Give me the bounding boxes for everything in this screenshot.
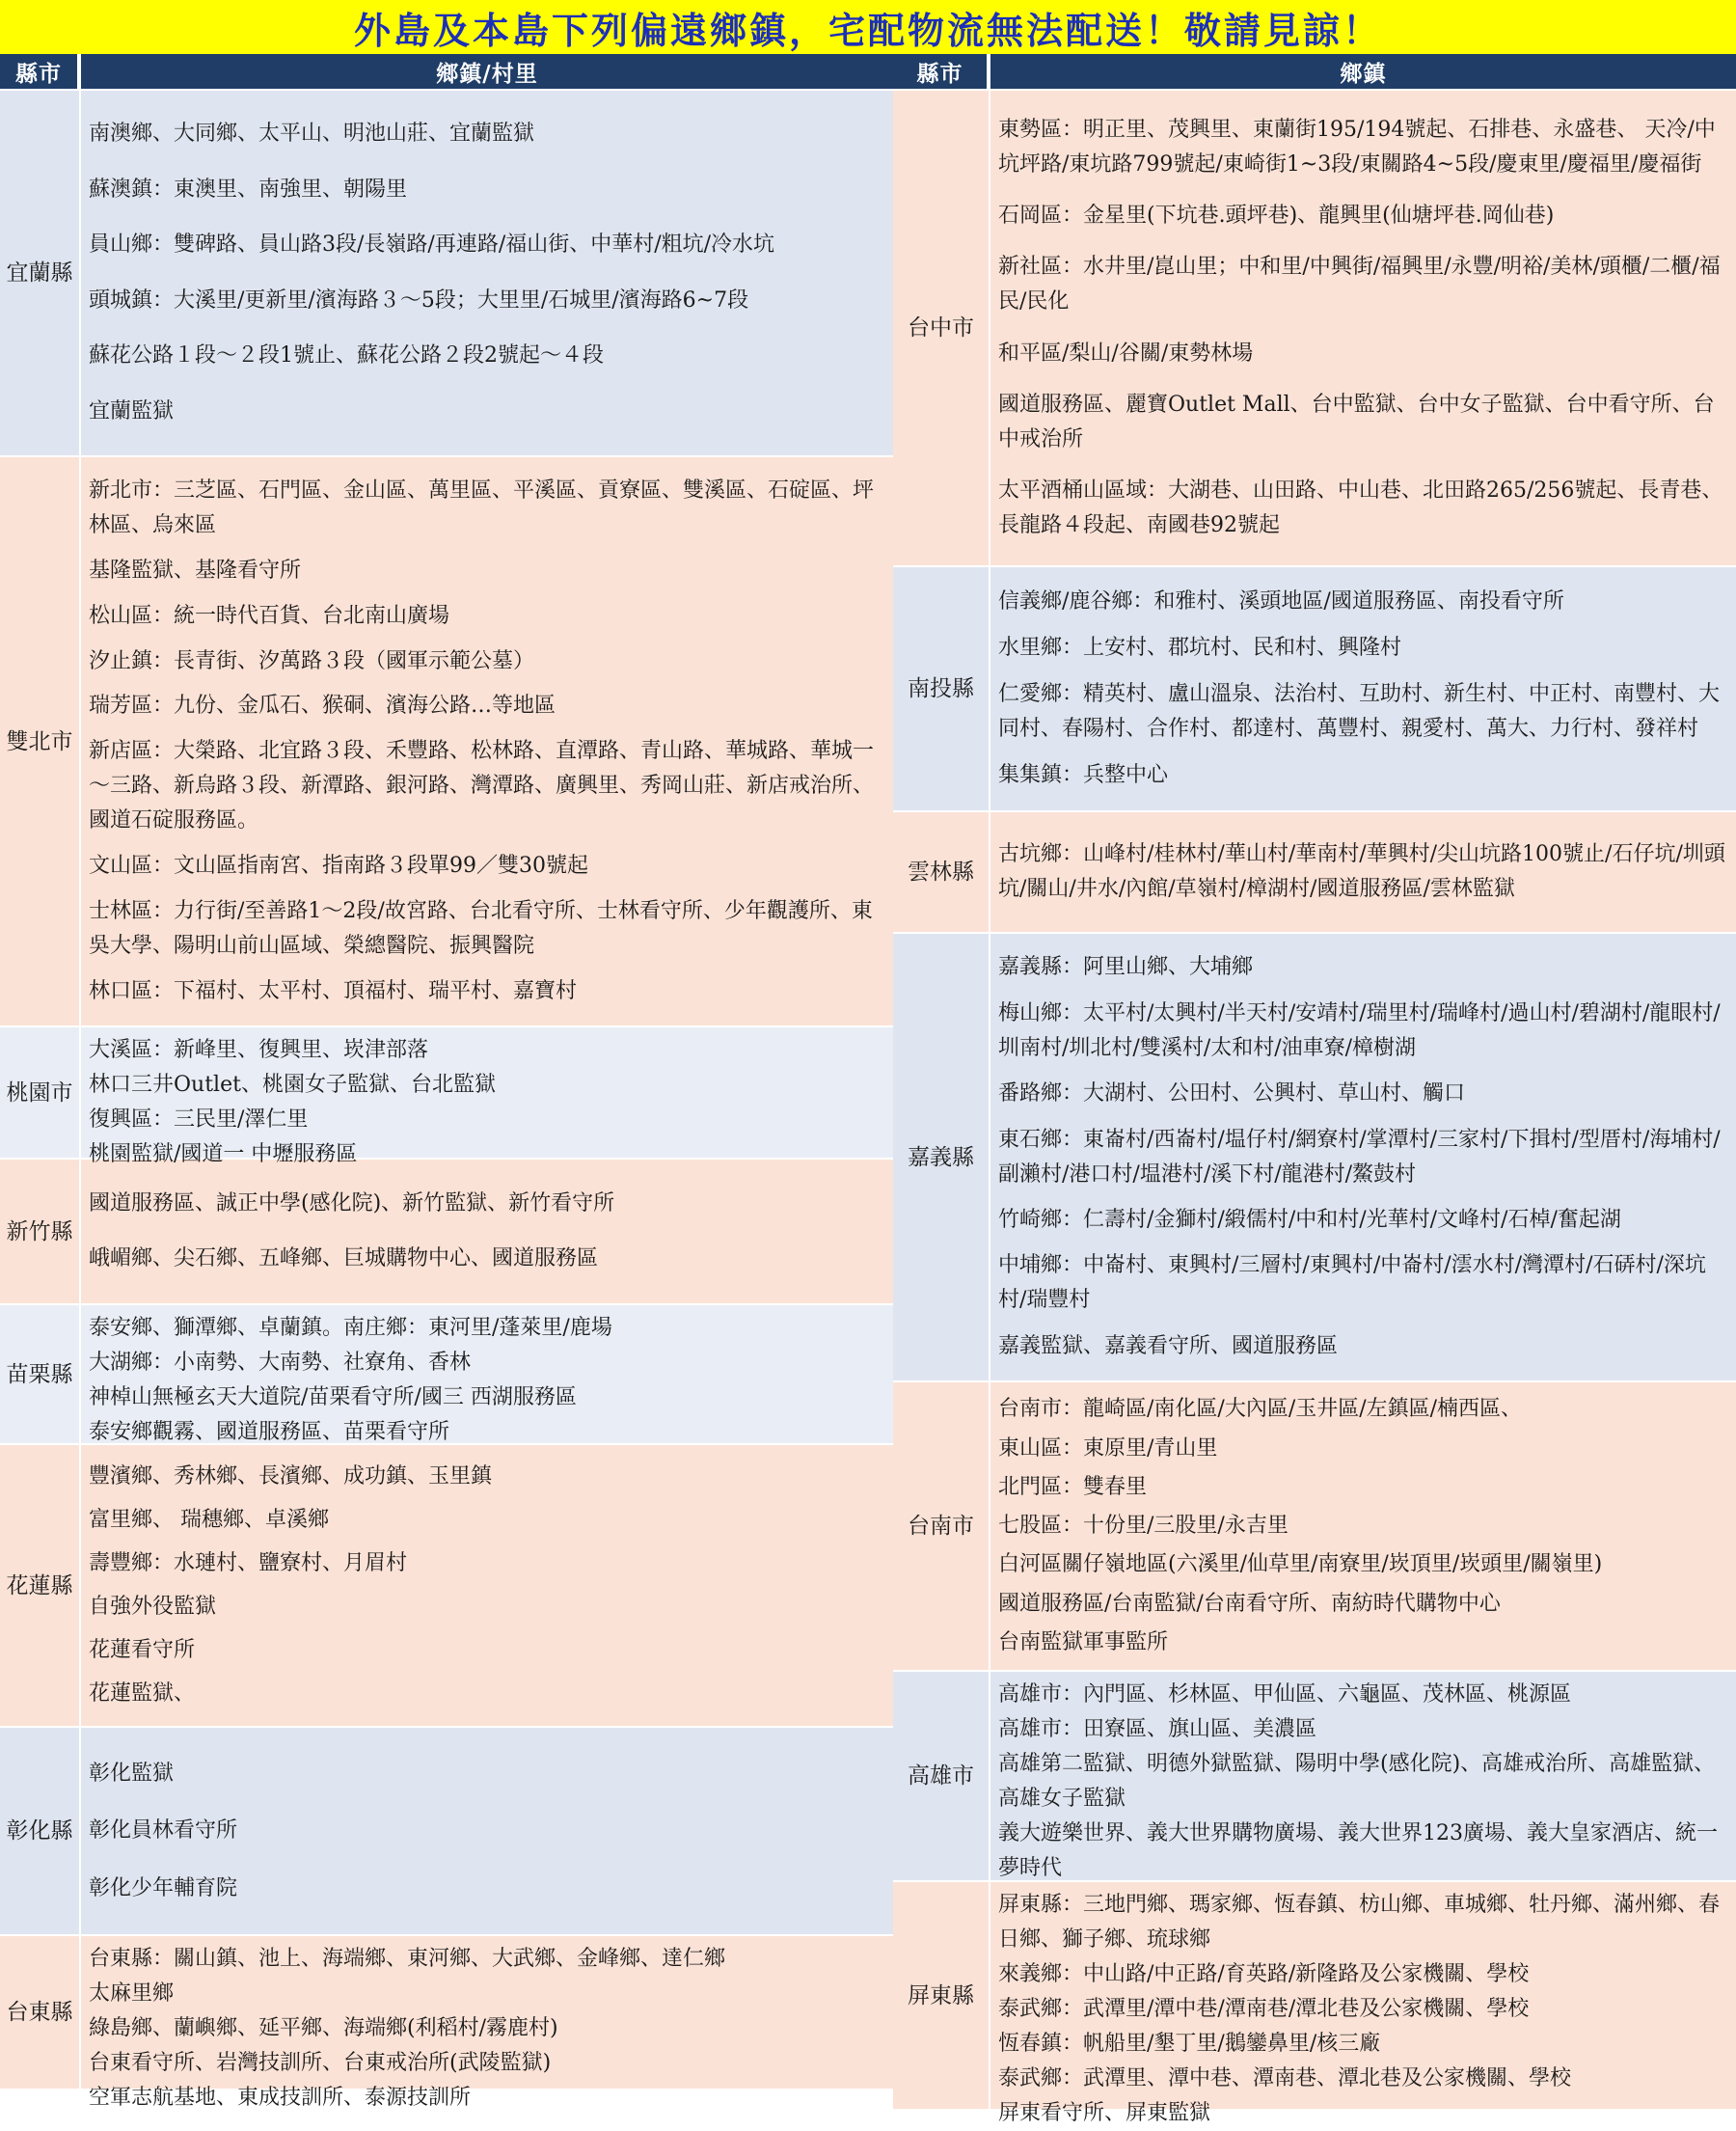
county-name: 彰化縣 xyxy=(0,1728,81,1934)
area-entry: 石岡區：金星里(下坑巷.頭坪巷)、龍興里(仙塘坪巷.岡仙巷) xyxy=(998,204,1555,229)
county-name: 雲林縣 xyxy=(893,812,990,932)
area-entry: 中埔鄉：中崙村、東興村/三層村/東興村/中崙村/澐水村/灣潭村/石硦村/深坑村/瑞豐村 xyxy=(998,1253,1706,1313)
county-section xyxy=(893,1880,1736,2125)
area-entry: 北門區：雙春里 xyxy=(998,1474,1148,1499)
area-entry: 宜蘭監獄 xyxy=(89,398,175,423)
county-section xyxy=(0,1934,893,2110)
area-entry: 信義鄉/鹿谷鄉：和雅村、溪頭地區/國道服務區、南投看守所 xyxy=(998,589,1564,614)
right-table-header xyxy=(893,54,1736,89)
right-table xyxy=(893,54,1736,2125)
area-entry: 仁愛鄉：精英村、盧山溫泉、法治村、互助村、新生村、中正村、南豐村、大同村、春陽村、合作村、都達村、萬豐村、親愛村、萬大、力行村、發祥村 xyxy=(998,682,1721,741)
area-entry: 和平區/梨山/谷關/東勢林場 xyxy=(998,341,1254,366)
area-entry: 基隆監獄、基隆看守所 xyxy=(89,558,302,583)
area-entry: 彰化少年輔育院 xyxy=(89,1875,238,1900)
area-entry: 太麻里鄉 xyxy=(89,1981,175,2006)
area-entry: 桃園監獄/國道一 中壢服務區 xyxy=(89,1142,358,1166)
area-entry: 高雄市：內門區、杉林區、甲仙區、六龜區、茂林區、桃源區 xyxy=(998,1682,1572,1707)
area-entry: 高雄第二監獄、明德外獄監獄、陽明中學(感化院)、高雄戒治所、高雄監獄、高雄女子監獄 xyxy=(998,1752,1716,1811)
county-section xyxy=(893,1380,1736,1670)
area-entry: 嘉義縣：阿里山鄉、大埔鄉 xyxy=(998,955,1254,980)
county-name: 桃園市 xyxy=(0,1027,81,1158)
area-entry: 空軍志航基地、東成技訓所、泰源技訓所 xyxy=(89,2086,472,2110)
right-table-body xyxy=(893,89,1736,2125)
area-entry: 梅山鄉：太平村/太興村/半天村/安靖村/瑞里村/瑞峰村/過山村/碧湖村/龍眼村/圳南村/圳北村/雙溪村/太和村/油車寮/樟樹湖 xyxy=(998,1000,1721,1060)
area-entry: 高雄市：田寮區、旗山區、美濃區 xyxy=(998,1717,1317,1741)
area-entry: 古坑鄉：山峰村/桂林村/華山村/華南村/華興村/尖山坑路100號止/石仔坑/圳頭坑/關山/井水/內館/草嶺村/樟湖村/國道服務區/雲林監獄 xyxy=(998,842,1725,901)
area-entry: 國道服務區、誠正中學(感化院)、新竹監獄、新竹看守所 xyxy=(89,1190,615,1216)
left-table-header xyxy=(0,54,893,89)
area-entry: 竹崎鄉：仁壽村/金獅村/緞儒村/中和村/光華村/文峰村/石棹/奮起湖 xyxy=(998,1207,1621,1232)
area-list xyxy=(990,812,1736,932)
county-name: 雙北市 xyxy=(0,457,81,1025)
county-name: 高雄市 xyxy=(893,1672,990,1880)
area-entry: 蘇澳鎮：東澳里、南強里、朝陽里 xyxy=(89,177,408,202)
county-name: 台東縣 xyxy=(0,1936,81,2089)
area-list xyxy=(81,1936,893,2110)
area-entry: 大湖鄉：小南勢、大南勢、社寮角、香林 xyxy=(89,1351,472,1375)
area-entry: 國道服務區/台南監獄/台南看守所、南紡時代購物中心 xyxy=(998,1591,1501,1616)
area-list xyxy=(990,1882,1736,2125)
area-entry: 松山區：統一時代百貨、台北南山廣場 xyxy=(89,603,450,628)
area-entry: 台東縣：關山鎮、池上、海端鄉、東河鄉、大武鄉、金峰鄉、達仁鄉 xyxy=(89,1947,726,1971)
right-area-header: 鄉鎮 xyxy=(990,54,1736,89)
area-entry: 汐止鎮：長青街、汐萬路３段（國軍示範公墓） xyxy=(89,648,535,673)
area-entry: 七股區：十份里/三股里/永吉里 xyxy=(998,1514,1288,1538)
area-list xyxy=(990,91,1736,565)
county-name: 屏東縣 xyxy=(893,1882,990,2109)
left-county-header: 縣市 xyxy=(0,54,81,89)
county-name: 新竹縣 xyxy=(0,1160,81,1303)
county-section xyxy=(0,1025,893,1166)
county-section xyxy=(893,932,1736,1380)
area-entry: 新社區：水井里/崑山里；中和里/中興街/福興里/永豐/明裕/美林/頭櫃/二櫃/福民/民化 xyxy=(998,255,1721,314)
area-entry: 頭城鎮：大溪里/更新里/濱海路３～5段；大里里/石城里/濱海路6~7段 xyxy=(89,287,749,313)
county-section xyxy=(0,1726,893,1934)
county-section xyxy=(893,1670,1736,1880)
area-entry: 嘉義監獄、嘉義看守所、國道服務區 xyxy=(998,1333,1339,1358)
area-list xyxy=(81,1027,893,1166)
area-entry: 富里鄉、 瑞穗鄉、卓溪鄉 xyxy=(89,1508,329,1532)
area-entry: 豐濱鄉、秀林鄉、長濱鄉、成功鎮、玉里鎮 xyxy=(89,1464,493,1489)
area-entry: 泰安鄉觀霧、國道服務區、苗栗看守所 xyxy=(89,1420,450,1444)
area-entry: 復興區：三民里/澤仁里 xyxy=(89,1107,309,1132)
right-county-header: 縣市 xyxy=(893,54,990,89)
area-entry: 峨嵋鄉、尖石鄉、五峰鄉、巨城購物中心、國道服務區 xyxy=(89,1246,599,1271)
area-list xyxy=(81,457,893,1025)
county-section xyxy=(0,1158,893,1303)
county-name: 宜蘭縣 xyxy=(0,91,81,455)
county-section xyxy=(893,565,1736,810)
area-entry: 新店區：大榮路、北宜路３段、禾豐路、松林路、直潭路、青山路、華城路、華城一～三路、新烏路３段、新潭路、銀河路、灣潭路、廣興里、秀岡山莊、新店戒治所、國道石碇服務區。 xyxy=(89,739,875,833)
county-section xyxy=(0,1303,893,1443)
county-name: 南投縣 xyxy=(893,567,990,810)
area-entry: 東石鄉：東崙村/西崙村/塭仔村/網寮村/掌潭村/三家村/下揖村/型厝村/海埔村/副瀨村/港口村/塭港村/溪下村/龍港村/鰲鼓村 xyxy=(998,1127,1721,1187)
county-name: 花蓮縣 xyxy=(0,1445,81,1726)
area-entry: 白河區關仔嶺地區(六溪里/仙草里/南寮里/崁頂里/崁頭里/關嶺里) xyxy=(998,1552,1603,1577)
county-section xyxy=(893,89,1736,565)
county-name: 台中市 xyxy=(893,91,990,565)
area-list xyxy=(81,91,893,455)
area-entry: 彰化監獄 xyxy=(89,1761,175,1786)
notice-title: 外島及本島下列偏遠鄉鎮，宅配物流無法配送！敬請見諒！ xyxy=(0,0,1736,56)
area-entry: 集集鎮：兵整中心 xyxy=(998,763,1169,787)
area-entry: 彰化員林看守所 xyxy=(89,1818,238,1843)
left-table-body xyxy=(0,89,893,2110)
area-entry: 文山區：文山區指南宮、指南路３段單99／雙30號起 xyxy=(89,854,588,879)
county-section xyxy=(0,89,893,455)
area-entry: 花蓮看守所 xyxy=(89,1638,196,1662)
area-entry: 台東看守所、岩灣技訓所、台東戒治所(武陵監獄) xyxy=(89,2051,552,2075)
area-entry: 花蓮監獄、 xyxy=(89,1681,196,1706)
area-entry: 壽豐鄉：水璉村、鹽寮村、月眉村 xyxy=(89,1551,408,1575)
area-entry: 番路鄉：大湖村、公田村、公興村、草山村、觸口 xyxy=(998,1081,1466,1106)
county-section xyxy=(0,455,893,1025)
area-list xyxy=(990,1382,1736,1670)
area-entry: 自強外役監獄 xyxy=(89,1595,217,1619)
area-entry: 大溪區：新峰里、復興里、崁津部落 xyxy=(89,1038,429,1062)
area-entry: 員山鄉：雙碑路、員山路3段/長嶺路/再連路/福山街、中華村/粗坑/冷水坑 xyxy=(89,232,775,258)
area-entry: 林口三井Outlet、桃園女子監獄、台北監獄 xyxy=(89,1073,496,1097)
area-entry: 台南市：龍崎區/南化區/大內區/玉井區/左鎮區/楠西區、 xyxy=(998,1397,1523,1422)
area-entry: 林口區：下福村、太平村、頂福村、瑞平村、嘉寶村 xyxy=(89,979,578,1004)
area-list xyxy=(81,1445,893,1726)
area-entry: 泰武鄉：武潭里/潭中巷/潭南巷/潭北巷及公家機關、學校 xyxy=(998,1997,1530,2021)
area-list xyxy=(990,934,1736,1380)
area-list xyxy=(81,1305,893,1443)
area-entry: 士林區：力行街/至善路1～2段/故宮路、台北看守所、士林看守所、少年觀護所、東吳大學、陽明山前山區域、榮總醫院、振興醫院 xyxy=(89,899,873,959)
area-entry: 義大遊樂世界、義大世界購物廣場、義大世界123廣場、義大皇家酒店、統一夢時代 xyxy=(998,1821,1718,1880)
county-name: 台南市 xyxy=(893,1382,990,1670)
area-entry: 屏東看守所、屏東監獄 xyxy=(998,2101,1211,2125)
area-entry: 新北市：三芝區、石門區、金山區、萬里區、平溪區、貢寮區、雙溪區、石碇區、坪林區、烏來區 xyxy=(89,478,875,537)
area-entry: 泰武鄉：武潭里、潭中巷、潭南巷、潭北巷及公家機關、學校 xyxy=(998,2066,1572,2090)
area-list xyxy=(990,1672,1736,1880)
area-entry: 泰安鄉、獅潭鄉、卓蘭鎮。南庄鄉：東河里/蓬萊里/鹿場 xyxy=(89,1316,612,1340)
area-list xyxy=(990,567,1736,810)
county-section xyxy=(0,1443,893,1726)
left-table xyxy=(0,54,893,2110)
area-entry: 屏東縣：三地門鄉、瑪家鄉、恆春鎮、枋山鄉、車城鄉、牡丹鄉、滿州鄉、春日鄉、獅子鄉、琉球鄉 xyxy=(998,1893,1721,1952)
area-entry: 台南監獄軍事監所 xyxy=(998,1629,1169,1654)
area-entry: 東勢區：明正里、茂興里、東蘭街195/194號起、石排巷、永盛巷、 天冷/中坑坪路/東坑路799號起/東崎街1~3段/東關路4~5段/慶東里/慶福里/慶福街 xyxy=(998,118,1716,178)
area-entry: 東山區：東原里/青山里 xyxy=(998,1435,1218,1461)
county-name: 苗栗縣 xyxy=(0,1305,81,1443)
county-section xyxy=(893,810,1736,932)
area-entry: 瑞芳區：九份、金瓜石、猴硐、濱海公路…等地區 xyxy=(89,694,556,719)
area-entry: 恆春鎮：帆船里/墾丁里/鵝鑾鼻里/核三廠 xyxy=(998,2032,1381,2056)
area-entry: 神棹山無極玄天大道院/苗栗看守所/國三 西湖服務區 xyxy=(89,1385,577,1409)
area-entry: 綠島鄉、蘭嶼鄉、延平鄉、海端鄉(利稻村/霧鹿村) xyxy=(89,2016,558,2040)
county-name: 嘉義縣 xyxy=(893,934,990,1380)
area-list xyxy=(81,1160,893,1303)
area-entry: 南澳鄉、大同鄉、太平山、明池山莊、宜蘭監獄 xyxy=(89,122,535,147)
area-entry: 來義鄉：中山路/中正路/育英路/新隆路及公家機關、學校 xyxy=(998,1962,1530,1986)
left-area-header: 鄉鎮/村里 xyxy=(81,54,893,89)
area-list xyxy=(81,1728,893,1934)
area-entry: 蘇花公路１段～２段1號止、蘇花公路２段2號起～４段 xyxy=(89,343,604,369)
area-entry: 水里鄉：上安村、郡坑村、民和村、興隆村 xyxy=(998,636,1402,660)
area-entry: 太平酒桶山區域：大湖巷、山田路、中山巷、北田路265/256號起、長青巷、長龍路４段起、南國巷92號起 xyxy=(998,478,1723,537)
area-entry: 國道服務區、麗寶Outlet Mall、台中監獄、台中女子監獄、台中看守所、台中戒治所 xyxy=(998,392,1715,451)
